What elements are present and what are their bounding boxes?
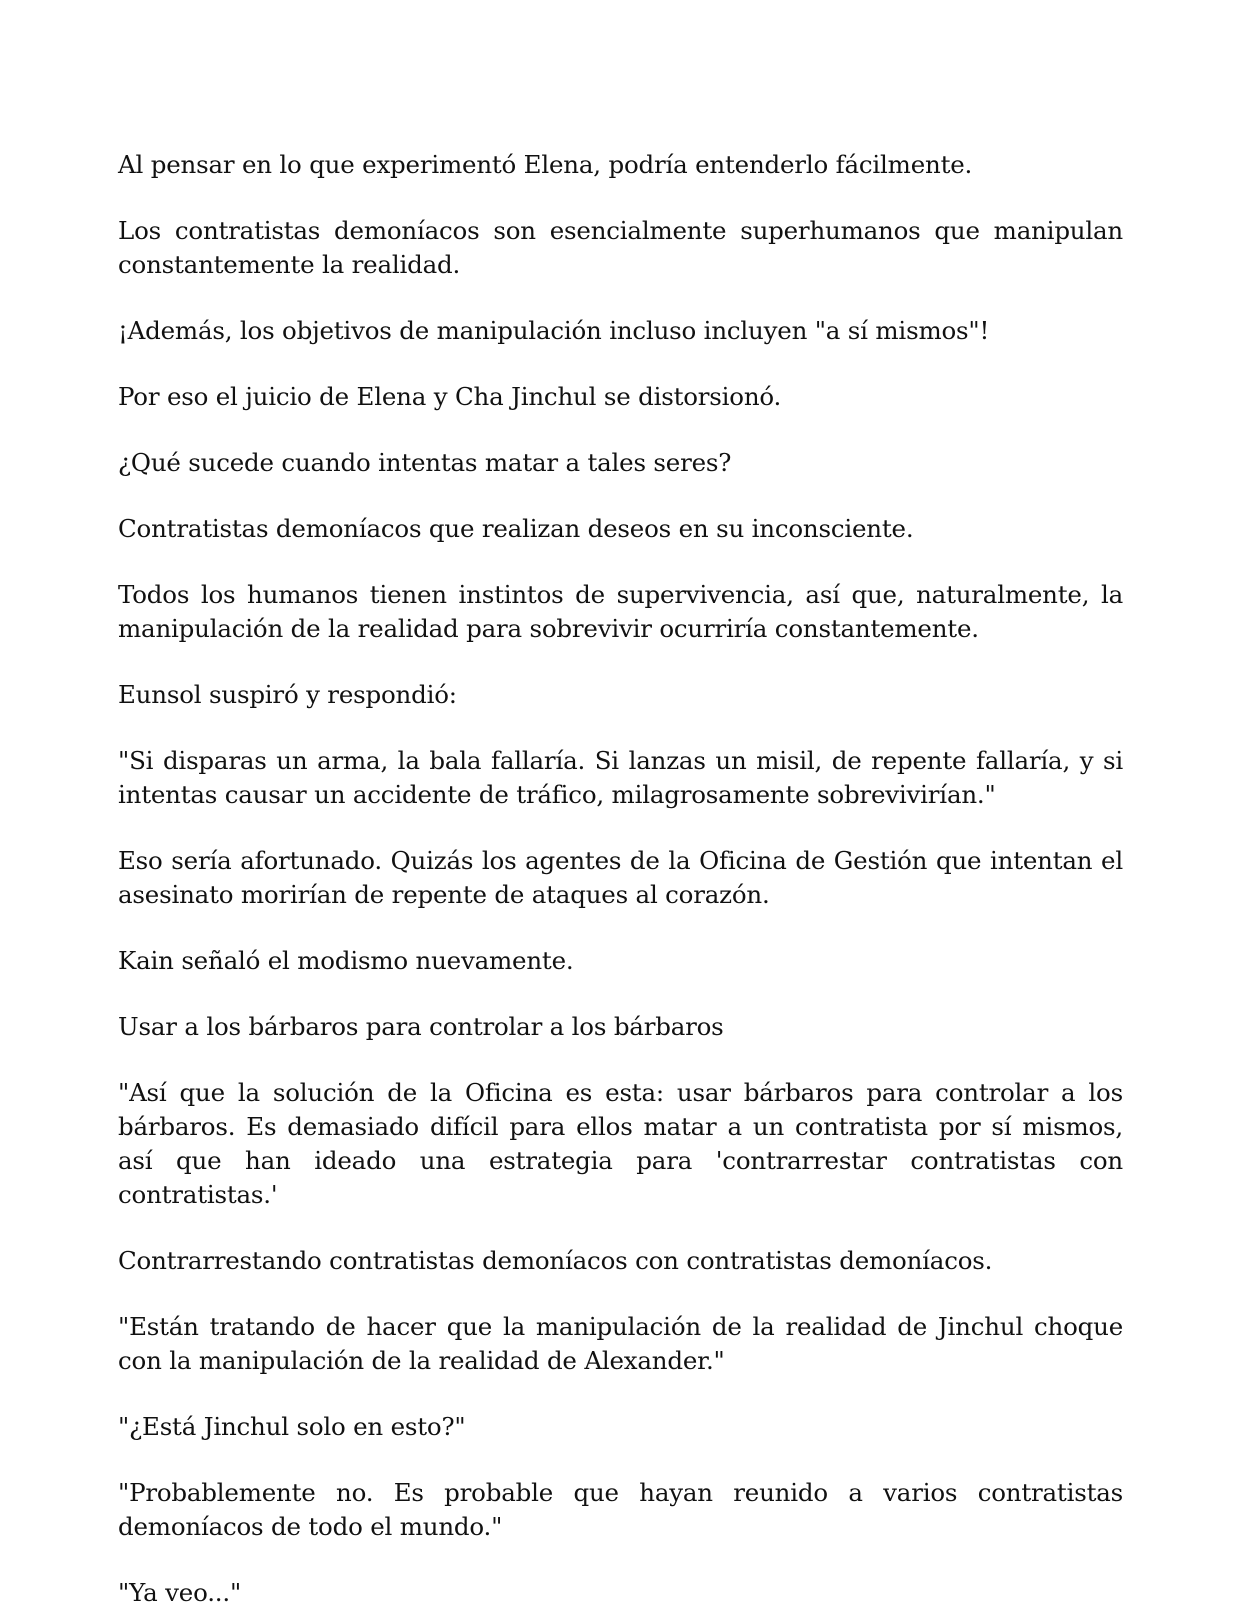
paragraph: Contratistas demoníacos que realizan deseos en su inconsciente. [118,514,914,543]
paragraph: Por eso el juicio de Elena y Cha Jinchul se distorsionó. [118,382,782,411]
paragraph: Eso sería afortunado. Quizás los agentes de la Oficina de Gestión que intentan el asesinato morirían de repente de ataques al corazón. [118,846,1123,909]
paragraph: Contrarrestando contratistas demoníacos con contratistas demoníacos. [118,1246,993,1275]
paragraph: ¿Qué sucede cuando intentas matar a tales seres? [118,448,732,477]
paragraph: Usar a los bárbaros para controlar a los bárbaros [118,1012,724,1041]
paragraph: "Así que la solución de la Oficina es esta: usar bárbaros para controlar a los bárbaros. Es demasiado difícil para ellos matar a un contratista por sí mismos, así que han ideado una estrategia para 'contrarrestar contratistas con contratistas.' [118,1078,1123,1209]
paragraph: Todos los humanos tienen instintos de supervivencia, así que, naturalmente, la manipulación de la realidad para sobrevivir ocurriría constantemente. [118,580,1123,643]
document-body [118,148,1123,1617]
paragraph: Eunsol suspiró y respondió: [118,680,457,709]
paragraph: "¿Está Jinchul solo en esto?" [118,1412,466,1441]
paragraph: "Están tratando de hacer que la manipulación de la realidad de Jinchul choque con la manipulación de la realidad de Alexander." [118,1312,1123,1375]
paragraph: Al pensar en lo que experimentó Elena, podría entenderlo fácilmente. [118,150,973,179]
paragraph: "Si disparas un arma, la bala fallaría. Si lanzas un misil, de repente fallaría, y si intentas causar un accidente de tráfico, milagrosamente sobrevivirían." [118,746,1123,809]
paragraph: "Probablemente no. Es probable que hayan reunido a varios contratistas demoníacos de todo el mundo." [118,1478,1123,1541]
paragraph: ¡Además, los objetivos de manipulación incluso incluyen "a sí mismos"! [118,316,990,345]
paragraph: "Ya veo..." [118,1578,242,1607]
paragraph: Los contratistas demoníacos son esencialmente superhumanos que manipulan constantemente la realidad. [118,216,1123,279]
paragraph: Kain señaló el modismo nuevamente. [118,946,574,975]
